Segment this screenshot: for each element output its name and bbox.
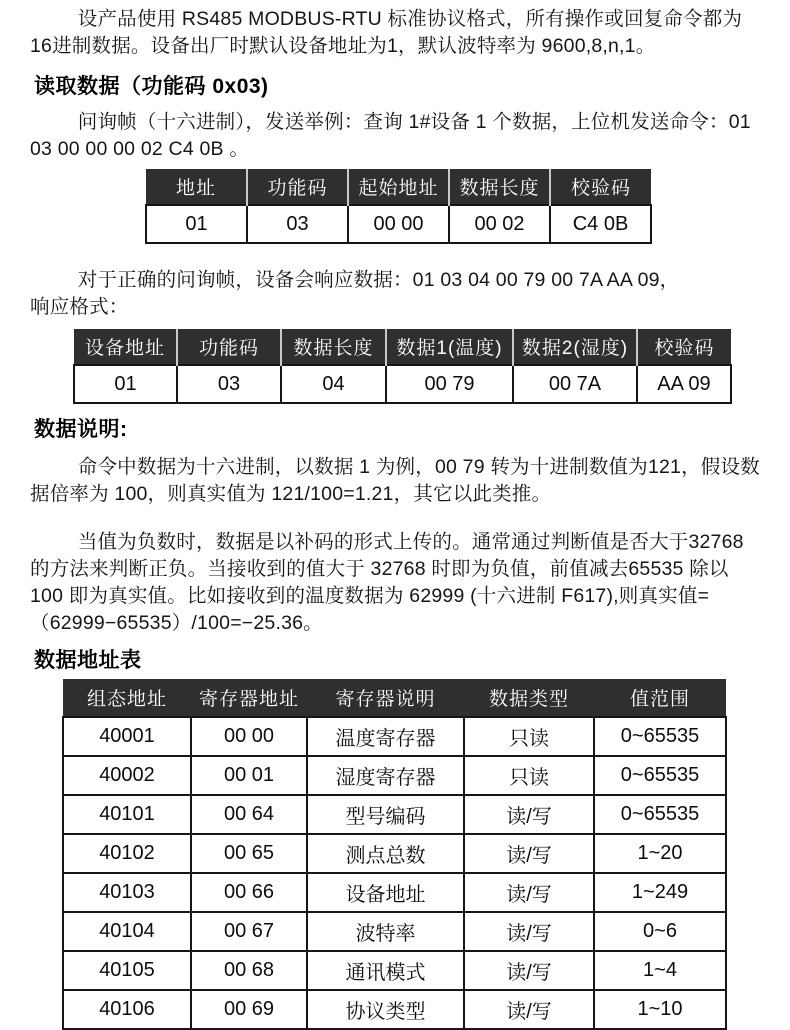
column-header: 寄存器说明 xyxy=(307,679,464,717)
negative-value-paragraph: 当值为负数时，数据是以补码的形式上传的。通常通过判断值是否大于32768 的方法来判断正负。当接收到的值大于 32768 时即为负值，前值减去65535 除以 100 即为真实值。比如接收到的温度数据为 62999 (十六进制 F617),则真实值=（62999−65535）/100=−25.36。 xyxy=(30,531,744,634)
table-cell: 01 xyxy=(74,365,177,403)
intro-paragraph: 设产品使用 RS485 MODBUS-RTU 标准协议格式，所有操作或回复命令都为16进制数据。设备出厂时默认设备地址为1，默认波特率为 9600,8,n,1。 xyxy=(30,8,743,57)
column-header: 组态地址 xyxy=(63,679,191,717)
table-cell: 00 65 xyxy=(191,834,307,873)
column-header: 起始地址 xyxy=(348,169,449,205)
address-table-header-row xyxy=(63,679,726,717)
column-header: 值范围 xyxy=(594,679,726,717)
table-row xyxy=(146,205,651,243)
data-note-paragraph: 命令中数据为十六进制，以数据 1 为例，00 79 转为十进制数值为121，假设数据倍率为 100，则真实值为 121/100=1.21，其它以此类推。 xyxy=(30,456,760,505)
table-cell: 1~20 xyxy=(594,834,726,873)
table-row xyxy=(63,756,726,795)
response-paragraph: 对于正确的问询帧，设备会响应数据：01 03 04 00 79 00 7A AA 09， xyxy=(77,269,680,291)
table-cell: 00 69 xyxy=(191,990,307,1029)
table-cell: 40105 xyxy=(63,951,191,990)
table-cell: 设备地址 xyxy=(307,873,464,912)
table-cell: 04 xyxy=(281,365,386,403)
table-row xyxy=(63,795,726,834)
table-cell: 00 02 xyxy=(449,205,550,243)
table-cell: 读/写 xyxy=(464,834,594,873)
table-cell: 1~4 xyxy=(594,951,726,990)
table-cell: 型号编码 xyxy=(307,795,464,834)
table-cell: 03 xyxy=(247,205,348,243)
table-cell: 40106 xyxy=(63,990,191,1029)
table-cell: 00 68 xyxy=(191,951,307,990)
table-cell: 40002 xyxy=(63,756,191,795)
column-header: 数据长度 xyxy=(281,329,386,365)
table-cell: 0~65535 xyxy=(594,795,726,834)
table-cell: 00 67 xyxy=(191,912,307,951)
column-header: 设备地址 xyxy=(74,329,177,365)
table-cell: 01 xyxy=(146,205,247,243)
table-cell: 通讯模式 xyxy=(307,951,464,990)
table-cell: 00 64 xyxy=(191,795,307,834)
table-cell: 40001 xyxy=(63,717,191,756)
table-cell: 波特率 xyxy=(307,912,464,951)
table-cell: 40101 xyxy=(63,795,191,834)
response-table-header-row xyxy=(74,329,731,365)
table-cell: 只读 xyxy=(464,717,594,756)
column-header: 功能码 xyxy=(177,329,281,365)
column-header: 数据长度 xyxy=(449,169,550,205)
query-table-header-row xyxy=(146,169,651,205)
table-cell: 读/写 xyxy=(464,912,594,951)
response-table xyxy=(73,329,732,404)
table-cell: 00 01 xyxy=(191,756,307,795)
table-cell: 40104 xyxy=(63,912,191,951)
table-cell: 1~10 xyxy=(594,990,726,1029)
query-frame-paragraph: 问询帧（十六进制），发送举例：查询 1#设备 1 个数据，上位机发送命令：01 03 00 00 00 02 C4 0B 。 xyxy=(30,111,751,160)
table-cell: 读/写 xyxy=(464,795,594,834)
table-cell: 40102 xyxy=(63,834,191,873)
table-row xyxy=(63,873,726,912)
data-note-heading: 数据说明: xyxy=(34,418,128,441)
table-row xyxy=(63,951,726,990)
table-cell: 协议类型 xyxy=(307,990,464,1029)
query-frame-table xyxy=(145,169,652,244)
table-cell: 03 xyxy=(177,365,281,403)
table-cell: 测点总数 xyxy=(307,834,464,873)
column-header: 数据1(温度) xyxy=(386,329,513,365)
column-header: 数据类型 xyxy=(464,679,594,717)
address-table xyxy=(62,679,727,1030)
table-cell: 0~65535 xyxy=(594,717,726,756)
table-cell: 00 00 xyxy=(348,205,449,243)
table-row xyxy=(63,990,726,1029)
response-format-label: 响应格式： xyxy=(30,296,129,318)
table-cell: 40103 xyxy=(63,873,191,912)
column-header: 功能码 xyxy=(247,169,348,205)
table-cell: 读/写 xyxy=(464,951,594,990)
table-cell: 0~6 xyxy=(594,912,726,951)
table-row xyxy=(63,912,726,951)
table-row xyxy=(63,834,726,873)
table-cell: 00 66 xyxy=(191,873,307,912)
table-cell: 1~249 xyxy=(594,873,726,912)
column-header: 校验码 xyxy=(637,329,731,365)
table-cell: 00 7A xyxy=(513,365,637,403)
table-row xyxy=(63,717,726,756)
manual-page xyxy=(0,6,790,1023)
table-cell: 温度寄存器 xyxy=(307,717,464,756)
table-cell: 00 79 xyxy=(386,365,513,403)
section-heading-read-data: 读取数据（功能码 0x03) xyxy=(34,75,269,98)
address-table-heading: 数据地址表 xyxy=(34,649,142,672)
table-cell: 湿度寄存器 xyxy=(307,756,464,795)
column-header: 校验码 xyxy=(550,169,651,205)
table-cell: AA 09 xyxy=(637,365,731,403)
table-cell: 00 00 xyxy=(191,717,307,756)
table-cell: 0~65535 xyxy=(594,756,726,795)
column-header: 数据2(湿度) xyxy=(513,329,637,365)
column-header: 寄存器地址 xyxy=(191,679,307,717)
column-header: 地址 xyxy=(146,169,247,205)
table-cell: C4 0B xyxy=(550,205,651,243)
table-cell: 只读 xyxy=(464,756,594,795)
table-cell: 读/写 xyxy=(464,990,594,1029)
table-row xyxy=(74,365,731,403)
table-cell: 读/写 xyxy=(464,873,594,912)
